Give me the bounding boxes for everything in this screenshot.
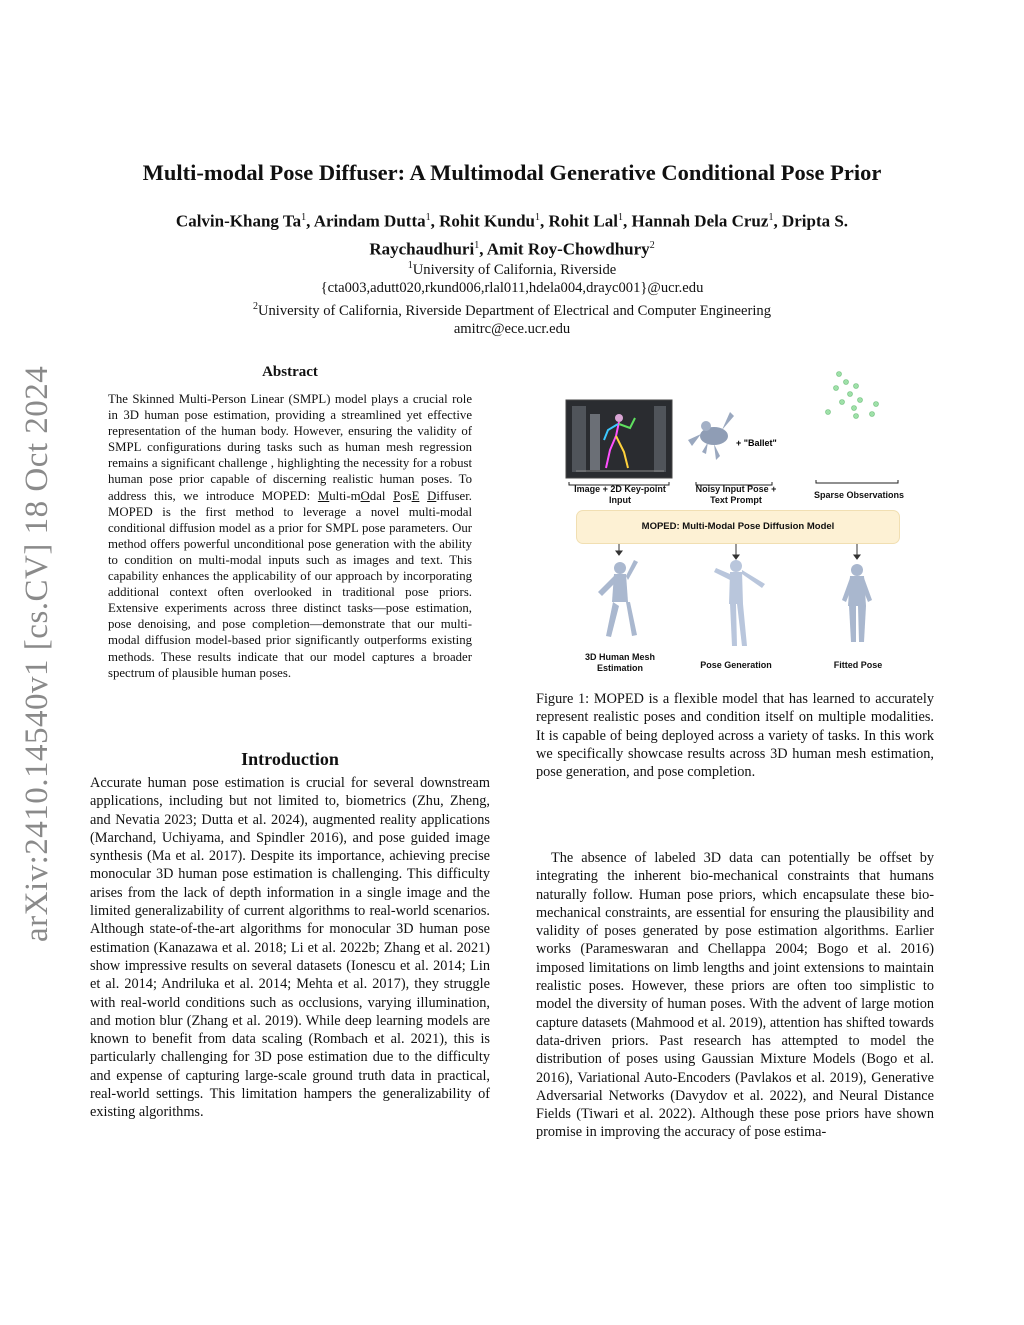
author-line-1: Calvin-Khang Ta$^1$, Arindam Dutta$^1$, Rohit Kundu$^1$, Rohit Lal$^1$, Hannah Dela Cruz$^1$, Dripta S. xyxy=(175,211,849,231)
author-affil-mark: 1 xyxy=(768,212,774,223)
author-name: Rohit Lal xyxy=(548,211,618,231)
moped-model-bar: MOPED: Multi-Modal Pose Diffusion Model xyxy=(576,510,900,544)
introduction-heading: Introduction xyxy=(241,749,339,769)
author-affil-mark: 1 xyxy=(474,239,480,251)
author-affil-mark: 2 xyxy=(649,239,655,251)
affiliation-2: $^2$University of California, Riverside Department of Electrical and Computer Engineering xyxy=(252,300,772,319)
output-mesh-estimation xyxy=(598,560,638,637)
abstract-body: The Skinned Multi-Person Linear (SMPL) model plays a crucial role in 3D human pose estimation, providing a streamlined yet effective representation of the human body. However, ensuring the validity of SMPL configurations during tasks such as human mesh regression remains a significant challenge , highlighting the necessity for a robust human pose prior capable of discerning realistic human poses. To address this, we introduce MOPED: Multi-mOdal PosE Diffuser. MOPED is the first method to leverage a novel multi-modal conditional diffusion model as a prior for SMPL pose parameters. Our method offers powerful unconditional pose generation with the ability to condition on multi-modal inputs such as images and text. This capability enhances the applicability of our approach by incorporating additional context often overlooked in traditional pose priors. Extensive experiments across three distinct tasks—pose estimation, pose denoising, and pose completion—demonstrate that our multi-modal diffusion model-based prior significantly outperforms existing methods. These results indicate that our model captures a broader spectrum of plausible human poses. xyxy=(108,392,472,680)
author-affil-mark: 1 xyxy=(425,212,431,223)
output-pose-generation xyxy=(714,560,765,646)
sparse-observation-points xyxy=(826,372,879,419)
abstract-heading: Abstract xyxy=(262,364,318,380)
author-name: Amit Roy-Chowdhury xyxy=(486,239,650,259)
author-affil-mark: 1 xyxy=(535,212,541,223)
affil-mark: 1 xyxy=(407,260,413,271)
figure-1-caption: Figure 1: MOPED is a flexible model that has learned to accurately represent realistic poses and condition itself on multiple modalities. It is capable of being deployed across a variety of tasks. In this work we specifically showcase results across 3D human mesh estimation, pose generation, and pose completion. xyxy=(536,691,934,781)
author-name: Arindam Dutta xyxy=(313,211,426,231)
noisy-pose-mesh xyxy=(688,412,734,460)
affil-mark: 2 xyxy=(252,300,258,312)
author-list xyxy=(90,206,934,261)
label-noisy-input-pose: Noisy Input Pose + Text Prompt xyxy=(695,484,777,505)
author-affil-mark: 1 xyxy=(301,212,307,223)
author-name: Dripta S. xyxy=(781,211,849,231)
author-affil-mark: 1 xyxy=(617,212,623,223)
label-pose-generation: Pose Generation xyxy=(700,660,772,670)
affiliation-2-email: amitrc@ece.ucr.edu xyxy=(453,321,571,338)
label-fitted-pose: Fitted Pose xyxy=(833,660,883,670)
introduction-body: Accurate human pose estimation is crucial for several downstream applications, including but not limited to, biometrics (Zhu, Zheng, and Nevatia 2023; Dutta et al. 2024), augmented reality applications (Marchand, Uchiyama, and Spindler 2016), and pose guided image synthesis (Ma et al. 2017). Despite its importance, achieving precise monocular 3D human pose estimation is challenging. This difficulty arises from the lack of depth information in a single image and the limited generalizability of current algorithms to real-world scenarios. Although state-of-the-art algorithms for monocular 3D human pose estimation (Kanazawa et al. 2018; Li et al. 2022b; Zhang et al. 2021) show impressive results on several datasets (Ionescu et al. 2014; Lin et al. 2014; Andriluka et al. 2014; Mehta et al. 2017), they struggle with real-world conditions such as occlusions, varying illumination, and motion blur (Zhang et al. 2019). While deep learning models are known to benefit from data scaling (Rombach et al. 2021), this is particularly challenging for 3D pose estimation due to the difficulty and expense of capturing large-scale ground truth data in practical, real-world settings. This limitation hampers the generalizability of existing algorithms. xyxy=(90,775,490,1121)
flow-arrows xyxy=(616,544,860,559)
figure-1 xyxy=(536,356,936,686)
author-line-2: Raychaudhuri$^1$, Amit Roy-Chowdhury$^2$ xyxy=(369,239,655,259)
label-image-keypoint-input: Image + 2D Key-point Input xyxy=(574,484,666,505)
right-column-paragraph: The absence of labeled 3D data can potentially be offset by integrating the inherent bio-mechanical constraints that humans naturally follow. Human pose priors, which encapsulate these bio-mechanical constraints, are essential for ensuring the plausibility and validity of poses generated by pose estimation algorithms. Earlier works (Parameswaran and Chellappa 2004; Bogo et al. 2016) imposed limitations on limb lengths and joint extensions to maintain realistic poses. However, these priors are often too simplistic to model the diversity of human poses. With the advent of large motion capture datasets (Mahmood et al. 2019), attention has shifted towards data-driven priors. Past research has attempted to model the distribution of poses using Gaussian Mixture Models (Bogo et al. 2016), Variational Auto-Encoders (Pavlakos et al. 2019), Generative Adversarial Networks (Davydov et al. 2022), and Neural Distance Fields (Tiwari et al. 2022). Although these pose priors have shown promise in improving the accuracy of pose estima- xyxy=(536,850,934,1141)
paper-title: Multi-modal Pose Diffuser: A Multimodal Generative Conditional Pose Prior xyxy=(142,160,882,185)
author-name: Calvin-Khang Ta xyxy=(175,211,302,231)
ballet-prompt-text: + "Ballet" xyxy=(736,438,777,448)
author-name: Hannah Dela Cruz xyxy=(631,211,769,231)
author-name: Raychaudhuri xyxy=(369,239,475,259)
label-3d-mesh-estimation: 3D Human Mesh Estimation xyxy=(584,652,655,673)
input-image-thumbnail xyxy=(566,400,672,478)
affiliation-1: $^1$University of California, Riverside xyxy=(407,260,617,278)
label-sparse-observations: Sparse Observations xyxy=(813,490,905,500)
output-fitted-pose xyxy=(842,564,872,642)
arxiv-identifier-stamp: arXiv:2410.14540v1 [cs.CV] 18 Oct 2024 xyxy=(19,365,55,942)
affiliations xyxy=(90,257,934,339)
author-name: Rohit Kundu xyxy=(439,211,536,231)
affiliation-1-emails: {cta003,adutt020,rkund006,rlal011,hdela004,drayc001}@ucr.edu xyxy=(320,280,704,297)
